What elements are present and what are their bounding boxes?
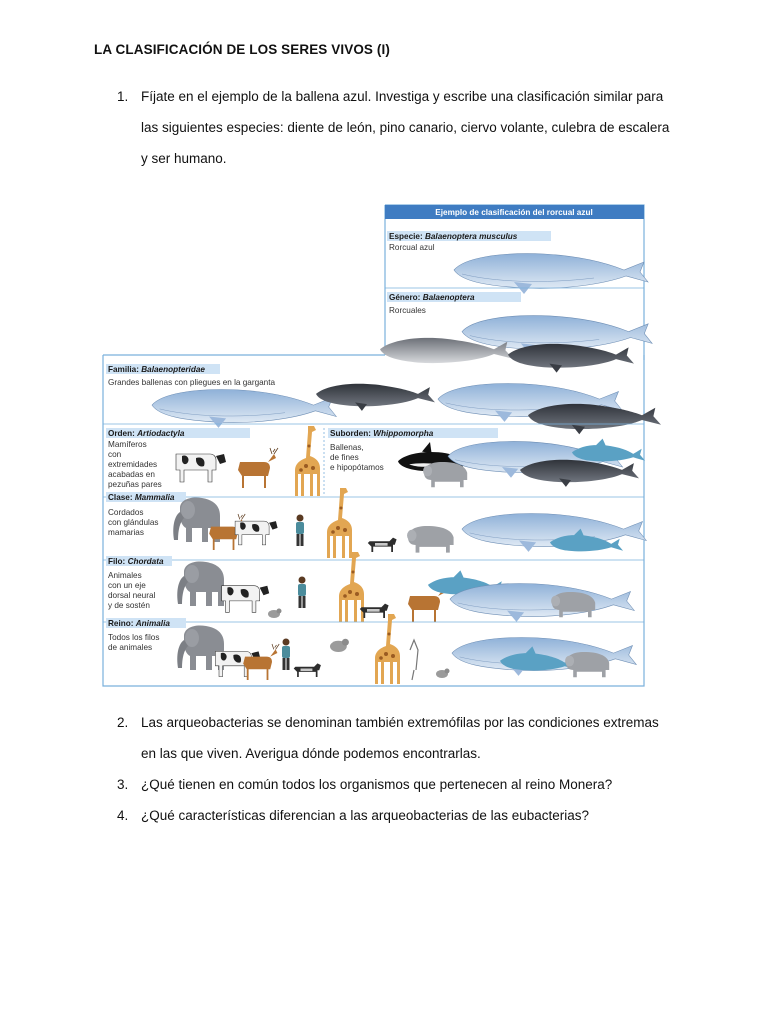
level-suborden-label: Suborden: Whippomorpha — [330, 429, 434, 438]
giraffe-illustration — [327, 488, 352, 558]
level-suborden-desc-1: Ballenas, — [330, 443, 364, 452]
level-filo-desc-2: con un eje — [108, 581, 146, 590]
level-filo-label: Filo: Chordata — [108, 557, 164, 566]
dog-illustration — [360, 604, 389, 618]
human-illustration — [296, 515, 304, 547]
cow-illustration — [176, 454, 226, 482]
giraffe-illustration — [375, 614, 400, 684]
level-orden-desc-4: acabadas en — [108, 470, 155, 479]
question-number: 2. — [117, 715, 129, 730]
level-suborden-desc-2: de fines — [330, 453, 359, 462]
level-genero-desc: Rorcuales — [389, 306, 426, 315]
bird-illustration — [330, 639, 349, 652]
document-title: LA CLASIFICACIÓN DE LOS SERES VIVOS (I) — [94, 42, 390, 57]
level-orden-desc-1: Mamíferos — [108, 440, 147, 449]
whale-illustration — [152, 390, 336, 428]
question-text: ¿Qué características diferencian a las arqueobacterias de las eubacterias? — [141, 808, 589, 823]
level-reino-desc-1: Todos los filos — [108, 633, 160, 642]
level-filo-desc-3: dorsal neural — [108, 591, 156, 600]
level-orden-label: Orden: Artiodactyla — [108, 429, 185, 438]
level-orden-desc-3: extremidades — [108, 460, 158, 469]
question-1 — [117, 81, 677, 174]
level-especie-desc: Rorcual azul — [389, 243, 435, 252]
level-genero-label: Género: Balaenoptera — [389, 293, 475, 302]
cow-illustration — [235, 521, 278, 545]
question-2 — [117, 707, 677, 769]
question-number: 1. — [117, 89, 129, 104]
sei-whale-illustration — [508, 344, 634, 373]
dark-whale-illustration — [520, 460, 639, 487]
level-familia-label: Familia: Balaenopteridae — [108, 365, 205, 374]
hippo-illustration — [565, 652, 609, 677]
figure-header: Ejemplo de clasificación del rorcual azul — [435, 208, 593, 217]
dark-whale-illustration — [528, 404, 661, 434]
dog-illustration — [294, 663, 321, 677]
blue-whale-illustration — [450, 584, 634, 622]
hippo-illustration — [407, 526, 454, 553]
heron-illustration — [410, 640, 418, 680]
level-orden-desc-5: pezuñas pares — [108, 480, 162, 489]
giraffe-illustration — [339, 552, 364, 622]
cow-illustration — [222, 586, 270, 613]
level-orden-desc-2: con — [108, 450, 122, 459]
question-text: ¿Qué tienen en común todos los organismos que pertenecen al reino Monera? — [141, 777, 613, 792]
human-illustration — [298, 577, 306, 609]
dolphin-illustration — [572, 439, 645, 462]
level-clase-desc-1: Cordados — [108, 508, 144, 517]
level-clase-desc-3: mamarias — [108, 528, 144, 537]
level-clase-label: Clase: Mammalia — [108, 493, 175, 502]
question-number: 4. — [117, 808, 129, 823]
human-illustration — [282, 639, 290, 671]
level-filo-desc-4: y de sostén — [108, 601, 150, 610]
level-familia-desc: Grandes ballenas con pliegues en la garganta — [108, 378, 276, 387]
level-filo-desc-1: Animales — [108, 571, 142, 580]
question-4 — [117, 800, 677, 831]
level-clase-desc-2: con glándulas — [108, 518, 159, 527]
deer-illustration — [238, 448, 278, 488]
hippo-illustration — [423, 462, 467, 487]
level-reino-desc-2: de animales — [108, 643, 153, 652]
turtle-illustration — [436, 669, 450, 679]
humpback-illustration — [316, 384, 435, 411]
rabbit-illustration — [268, 609, 282, 619]
question-3 — [117, 769, 677, 800]
deer-illustration — [243, 644, 279, 680]
level-especie-label: Especie: Balaenoptera musculus — [389, 232, 518, 241]
question-number: 3. — [117, 777, 129, 792]
level-reino-label: Reino: Animalia — [108, 619, 170, 628]
dog-illustration — [368, 538, 397, 552]
question-text: Fíjate en el ejemplo de la ballena azul. Investiga y escribe una clasificación similar para las siguientes especies: diente de león, pino canario, ciervo volante, culebra de escalera y ser humano. — [141, 89, 670, 166]
elephant-illustration — [177, 561, 224, 606]
level-suborden-desc-3: e hipopótamos — [330, 463, 384, 472]
question-text: Las arqueobacterias se denominan también extremófilas por las condiciones extremas en las que viven. Averigua dónde podemos encontrarlas. — [141, 715, 659, 761]
giraffe-illustration — [295, 426, 320, 496]
